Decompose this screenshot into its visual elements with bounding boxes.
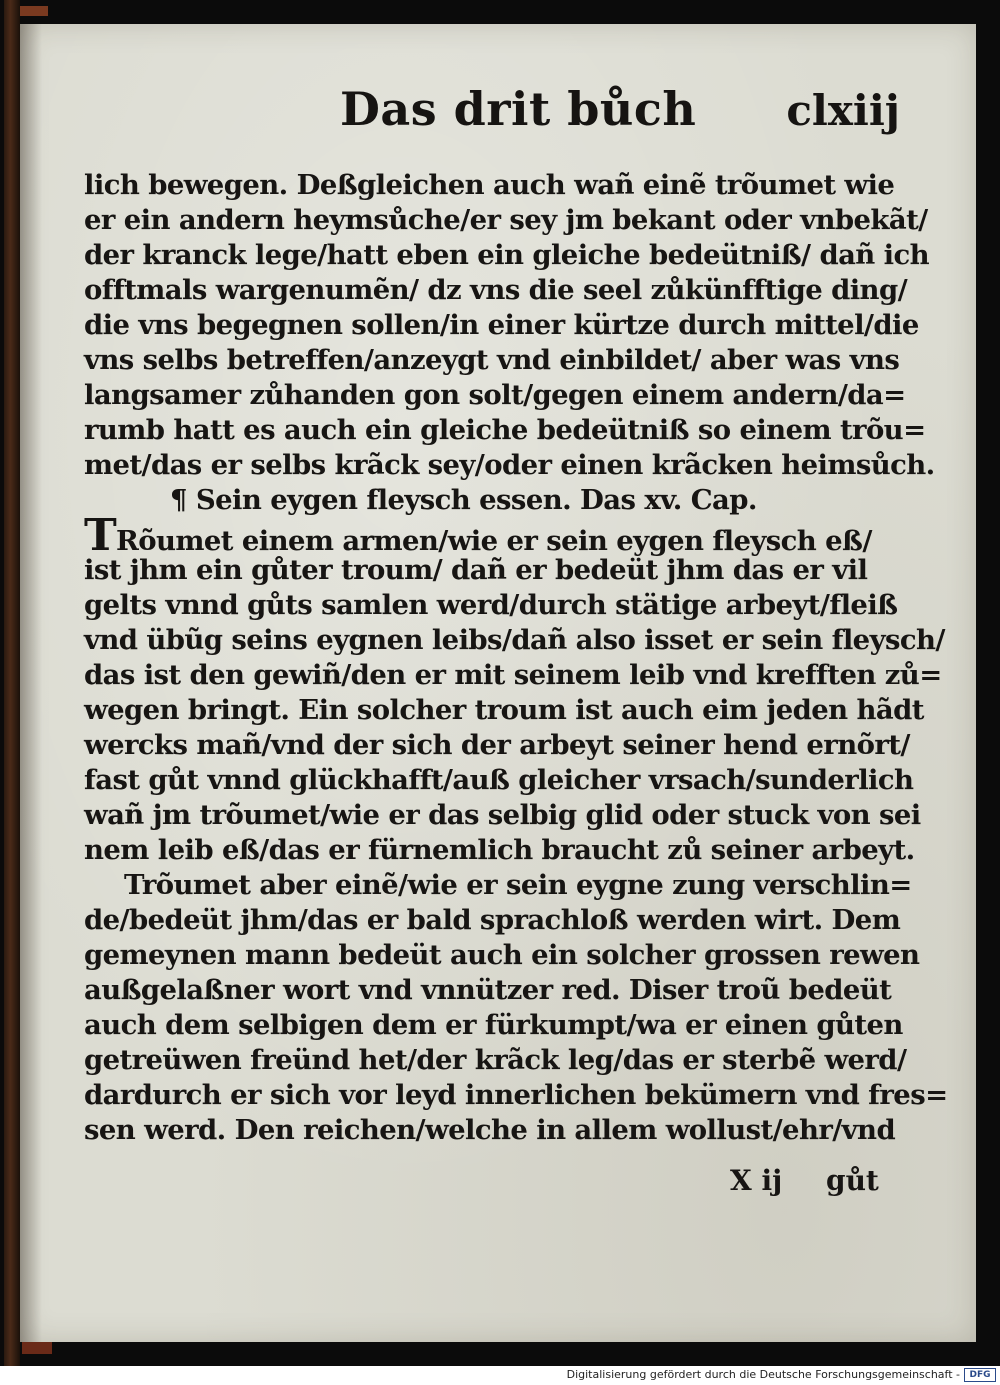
- chapter-heading: ¶ Sein eygen fleysch essen. Das xv. Cap.: [170, 484, 757, 516]
- body-line: offtmals wargenumẽn/ dz vns die seel zůkünfftige ding/: [84, 274, 908, 306]
- chapter-line: wañ jm trõumet/wie er das selbig glid oder stuck von sei: [84, 799, 921, 831]
- book-page: [20, 24, 976, 1342]
- chapter-line: das ist den gewiñ/den er mit seinem leib vnd krefften zů=: [84, 659, 942, 691]
- text-block: [84, 168, 948, 1148]
- body-line: der kranck lege/hatt eben ein gleiche bedeütniß/ dañ ich: [84, 239, 930, 271]
- chapter-line: gelts vnnd gůts samlen werd/durch stätige arbeyt/fleiß: [84, 589, 898, 621]
- body-line: rumb hatt es auch ein gleiche bedeütniß so einem trõu=: [84, 414, 926, 446]
- chapter-line: nem leib eß/das er fürnemlich braucht zů seiner arbeyt.: [84, 834, 915, 866]
- paragraph-line: de/bedeüt jhm/das er bald sprachloß werden wirt. Dem: [84, 904, 901, 936]
- chapter-line: vnd übũg seins eygnen leibs/dañ also isset er sein fleysch/: [84, 624, 945, 656]
- book-spine-edge: [4, 0, 20, 1366]
- paragraph-line: auch dem selbigen dem er fürkumpt/wa er einen gůten: [84, 1009, 903, 1041]
- chapter-line: ist jhm ein gůter troum/ dañ er bedeüt jhm das er vil: [84, 554, 868, 586]
- paragraph-line: außgelaßner wort vnd vnnützer red. Diser troũ bedeüt: [84, 974, 892, 1006]
- catchword-row: [660, 1164, 900, 1204]
- signature-mark: X ij: [730, 1164, 783, 1197]
- paragraph-line: dardurch er sich vor leyd innerlichen bekümern vnd fres=: [84, 1079, 948, 1111]
- dfg-logo-icon: DFG: [964, 1368, 996, 1382]
- chapter-line: wegen bringt. Ein solcher troum ist auch eim jeden hãdt: [84, 694, 924, 726]
- paragraph-line: getreüwen freünd het/der krãck leg/das er sterbẽ werd/: [84, 1044, 907, 1076]
- gutter-shadow: [20, 24, 42, 1342]
- folio-number: clxiij: [786, 86, 900, 135]
- chapter-line: fast gůt vnnd glückhafft/auß gleicher vrsach/sunderlich: [84, 764, 914, 796]
- binding-mark-bottom: [22, 1342, 52, 1354]
- chapter-first-line: [84, 510, 884, 561]
- decorated-initial: T: [84, 510, 117, 561]
- paragraph-line: Trõumet aber einẽ/wie er sein eygne zung verschlin=: [124, 869, 912, 901]
- paragraph-line: gemeynen mann bedeüt auch ein solcher grossen rewen: [84, 939, 920, 971]
- chapter-line: wercks mañ/vnd der sich der arbeyt seiner hend ernõrt/: [84, 729, 910, 761]
- catchword: gůt: [826, 1164, 879, 1197]
- footer-bar: [0, 1366, 1000, 1385]
- chapter-line-text: Rõumet einem armen/wie er sein eygen fleysch eß/: [116, 525, 872, 557]
- body-line: er ein andern heymsůche/er sey jm bekant oder vnbekãt/: [84, 204, 928, 236]
- running-head: [340, 82, 900, 162]
- body-line: vns selbs betreffen/anzeygt vnd einbildet/ aber was vns: [84, 344, 900, 376]
- running-head-title: Das drit bůch: [340, 82, 697, 136]
- body-line: langsamer zůhanden gon solt/gegen einem andern/da=: [84, 379, 906, 411]
- paragraph-line: sen werd. Den reichen/welche in allem wollust/ehr/vnd: [84, 1114, 896, 1146]
- funding-credit: Digitalisierung gefördert durch die Deutsche Forschungsgemeinschaft -: [566, 1368, 960, 1381]
- body-line: die vns begegnen sollen/in einer kürtze durch mittel/die: [84, 309, 919, 341]
- body-line: met/das er selbs krãck sey/oder einen krãcken heimsůch.: [84, 449, 935, 481]
- body-line: lich bewegen. Deßgleichen auch wañ einẽ trõumet wie: [84, 169, 895, 201]
- binding-mark-top: [20, 6, 48, 16]
